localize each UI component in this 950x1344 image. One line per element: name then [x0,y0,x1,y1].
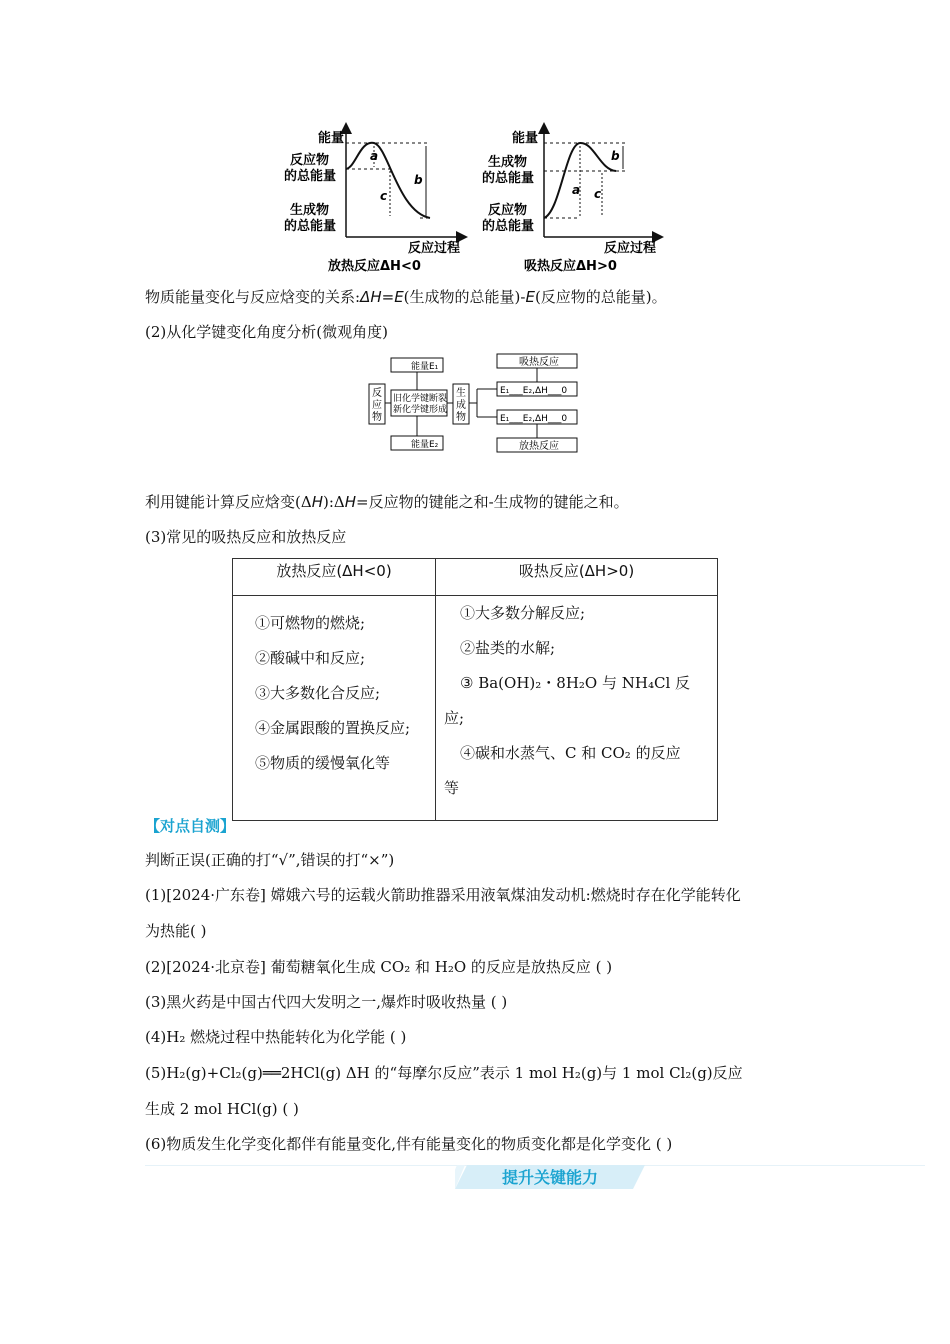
list-item: ③大多数化合反应; [255,684,381,702]
exothermic-box: 放热反应 [519,441,559,452]
right-product-label-1: 生成物 [488,155,528,170]
label-b: b [414,173,423,187]
label-a: a [572,183,581,197]
right-caption: 吸热反应ΔH>0 [524,259,617,274]
banner-title: 提升关键能力 [501,1168,599,1187]
list-item: ②盐类的水解; [460,639,556,657]
section-2-heading: (2)从化学键变化角度分析(微观角度) [145,323,388,341]
label-c: c [380,189,388,203]
list-item: ③ Ba(OH)₂・8H₂O 与 NH₄Cl 反 [460,674,691,692]
section-banner [455,1163,645,1191]
left-caption: 放热反应ΔH<0 [328,259,421,274]
energy-e2: 能量E₂ [411,440,439,450]
question-3: (3)黑火药是中国古代四大发明之一,爆炸时吸收热量 ( ) [145,993,508,1011]
exothermic-cell [233,596,436,821]
self-test-tag: 【对点自测】 [145,817,236,835]
list-item: ④碳和水蒸气、C 和 CO₂ 的反应 [460,744,681,762]
left-yaxis-label: 能量 [318,131,345,146]
question-4: (4)H₂ 燃烧过程中热能转化为化学能 ( ) [145,1028,407,1046]
endothermic-chart [482,128,658,274]
label-b: b [611,149,620,163]
energy-diagram-figure [280,122,680,282]
self-test-intro: 判断正误(正确的打“√”,错误的打“×”) [145,851,395,869]
question-1-line-1: (1)[2024·广东卷] 嫦娥六号的运载火箭助推器采用液氧煤油发动机:燃烧时存在化学能转化 [145,886,741,904]
bond-energy-flowchart [365,350,590,460]
question-6: (6)物质发生化学变化都伴有能量变化,伴有能量变化的物质变化都是化学变化 ( ) [145,1135,673,1153]
compare-row-2: E₁___E₂,ΔH___0 [500,414,568,424]
label-c: c [594,187,602,201]
list-item: ①大多数分解反应; [460,604,586,622]
list-item: ①可燃物的燃烧; [255,614,366,632]
process-break: 旧化学键断裂 [393,394,448,404]
left-product-label-1: 生成物 [290,203,330,218]
section-3-heading: (3)常见的吸热反应和放热反应 [145,528,347,546]
right-reactant-label-1: 反应物 [488,203,528,218]
endothermic-box: 吸热反应 [519,357,559,368]
product-char: 物 [456,412,466,423]
header-endothermic: 吸热反应(ΔH>0) [436,559,718,596]
question-1-line-2: 为热能( ) [145,922,207,940]
left-reactant-label-2: 的总能量 [284,169,337,184]
question-2: (2)[2024·北京卷] 葡萄糖氧化生成 CO₂ 和 H₂O 的反应是放热反应 ( ) [145,958,613,976]
list-item: ④金属跟酸的置换反应; [255,719,411,737]
list-item: ②酸碱中和反应; [255,649,366,667]
left-xaxis-label: 反应过程 [408,241,461,256]
bond-energy-text: 利用键能计算反应焓变(ΔH):ΔH=反应物的键能之和-生成物的键能之和。 [145,493,629,511]
question-5-line-1: (5)H₂(g)+Cl₂(g)══2HCl(g) ΔH 的“每摩尔反应”表示 1 mol H₂(g)与 1 mol Cl₂(g)反应 [145,1064,743,1082]
compare-row-1: E₁___E₂,ΔH___0 [500,386,568,396]
endothermic-cell [436,596,718,821]
product-char: 生 [456,388,466,399]
right-reactant-label-2: 的总能量 [482,219,535,234]
left-reactant-label-1: 反应物 [290,153,330,168]
reactant-char: 应 [372,400,382,411]
header-exothermic: 放热反应(ΔH<0) [233,559,436,596]
exothermic-chart [284,128,462,274]
right-xaxis-label: 反应过程 [604,241,657,256]
right-product-label-2: 的总能量 [482,171,535,186]
list-item: 应; [444,709,465,727]
reactant-char: 物 [372,412,382,423]
reactant-char: 反 [372,388,382,399]
process-form: 新化学键形成 [393,405,448,415]
product-char: 成 [456,400,466,411]
right-yaxis-label: 能量 [512,131,539,146]
energy-relation-text: 物质能量变化与反应焓变的关系:ΔH=E(生成物的总能量)-E(反应物的总能量)。 [145,288,667,306]
left-product-label-2: 的总能量 [284,219,337,234]
list-item: 等 [444,779,460,797]
energy-e1: 能量E₁ [411,362,439,372]
list-item: ⑤物质的缓慢氧化等 [255,754,391,772]
reaction-table [232,558,718,821]
label-a: a [370,149,379,163]
question-5-line-2: 生成 2 mol HCl(g) ( ) [145,1100,299,1118]
